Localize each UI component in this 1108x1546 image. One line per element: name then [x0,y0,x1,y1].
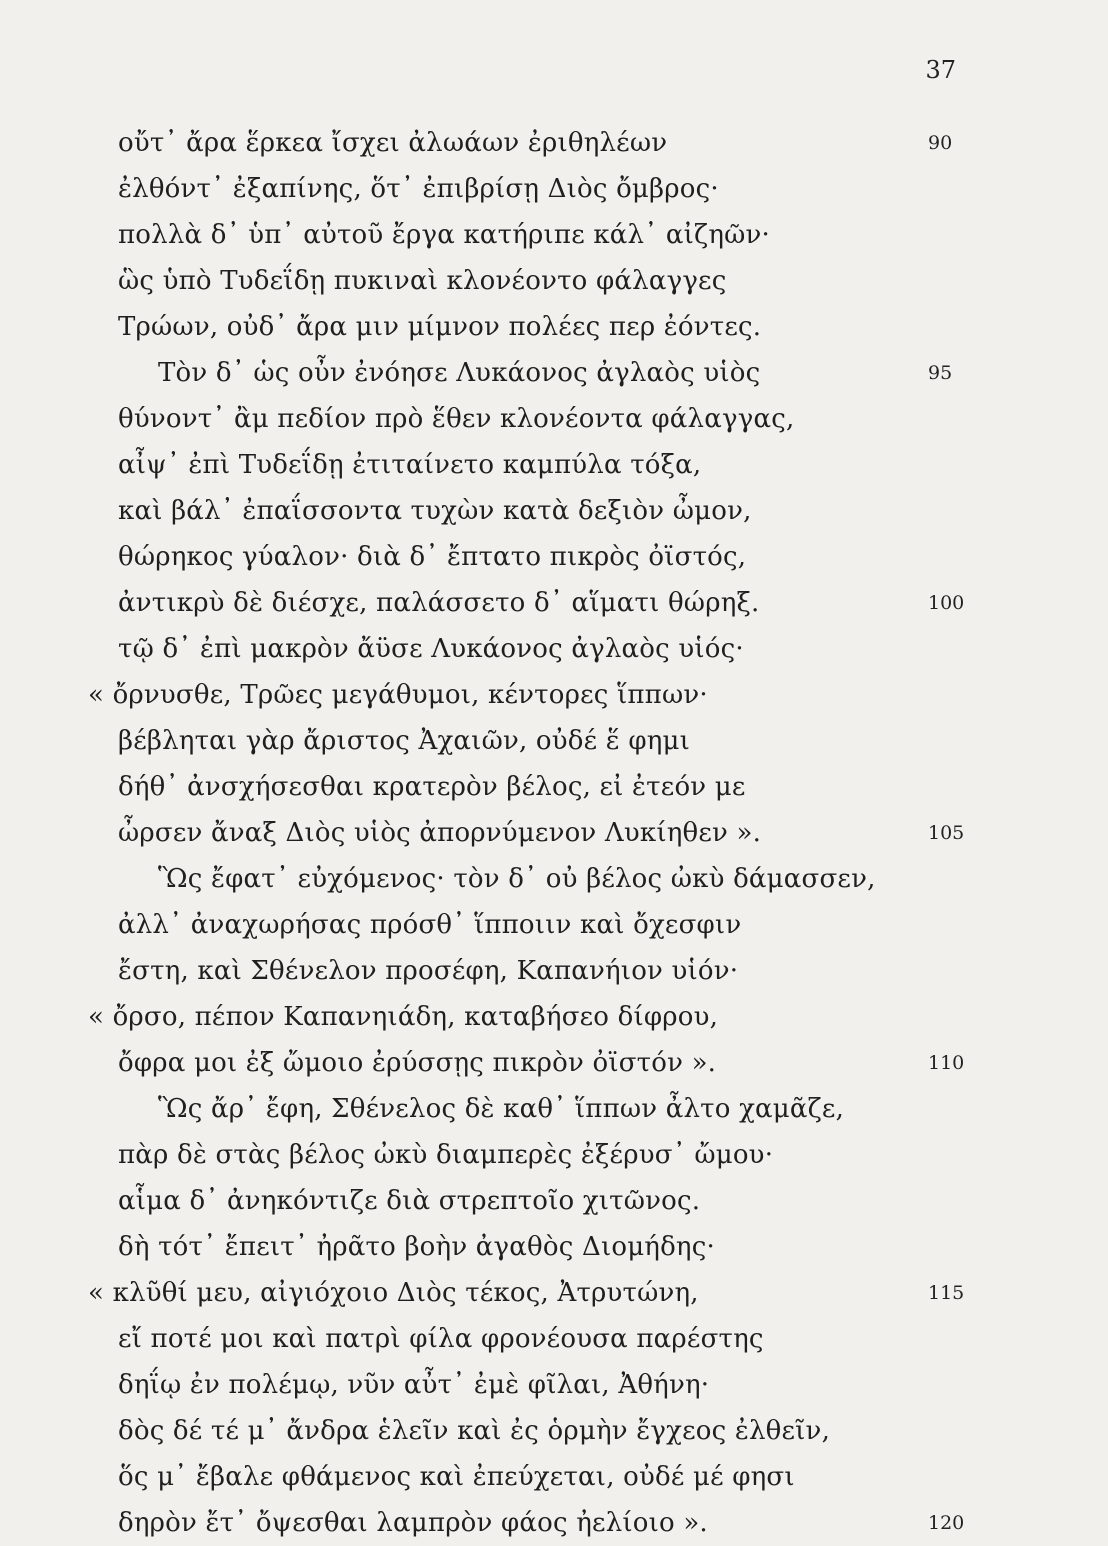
line-number: 115 [928,1282,965,1304]
verse-list [0,120,1108,1546]
verse-text: καὶ βάλ᾽ ἐπαΐσσοντα τυχὼν κατὰ δεξιὸν ὦμον, [118,496,752,526]
verse-line [0,534,1108,580]
line-number: 95 [928,362,953,384]
verse-line [0,212,1108,258]
verse-text: ἀντικρὺ δὲ διέσχε, παλάσσετο δ᾽ αἵματι θώρηξ. [118,588,760,618]
verse-text: αἷμα δ᾽ ἀνηκόντιζε διὰ στρεπτοῖο χιτῶνος. [118,1186,701,1216]
verse-text: ὦρσεν ἄναξ Διὸς υἱὸς ἀπορνύμενον Λυκίηθεν ». [118,818,762,848]
verse-text: βέβληται γὰρ ἄριστος Ἀχαιῶν, οὐδέ ἕ φημι [118,726,691,756]
verse-line [0,1224,1108,1270]
verse-text: δήθ᾽ ἀνσχήσεσθαι κρατερὸν βέλος, εἰ ἐτεόν με [118,772,746,802]
verse-text: αἶψ᾽ ἐπὶ Τυδεΐδῃ ἐτιταίνετο καμπύλα τόξα, [118,450,702,480]
verse-line [0,626,1108,672]
verse-text: Τὸν δ᾽ ὡς οὖν ἐνόησε Λυκάονος ἀγλαὸς υἱὸς [158,358,761,388]
verse-line [0,258,1108,304]
verse-line [0,856,1108,902]
verse-text: « ὄρνυσθε, Τρῶες μεγάθυμοι, κέντορες ἵππων· [88,680,708,710]
verse-line [0,396,1108,442]
line-number: 105 [928,822,965,844]
verse-line [0,1362,1108,1408]
verse-text: δηρὸν ἔτ᾽ ὄψεσθαι λαμπρὸν φάος ἠελίοιο ». [118,1508,708,1538]
verse-line [0,1132,1108,1178]
verse-line [0,120,1108,166]
line-number: 100 [928,592,965,614]
verse-line [0,166,1108,212]
verse-text: ἔστη, καὶ Σθένελον προσέφη, Καπανήιον υἱόν· [118,956,739,986]
verse-line [0,1408,1108,1454]
verse-text: Ὣς ἄρ᾽ ἔφη, Σθένελος δὲ καθ᾽ ἵππων ἆλτο χαμᾶζε, [158,1094,845,1124]
verse-text: πὰρ δὲ στὰς βέλος ὠκὺ διαμπερὲς ἐξέρυσ᾽ ὤμου· [118,1140,774,1170]
verse-text: Ὣς ἔφατ᾽ εὐχόμενος· τὸν δ᾽ οὐ βέλος ὠκὺ δάμασσεν, [158,864,876,894]
verse-line [0,902,1108,948]
verse-line [0,304,1108,350]
verse-line [0,994,1108,1040]
verse-text: δηΐῳ ἐν πολέμῳ, νῦν αὖτ᾽ ἐμὲ φῖλαι, Ἀθήνη· [118,1370,710,1400]
verse-line [0,810,1108,856]
verse-line [0,350,1108,396]
verse-text: θύνοντ᾽ ἂμ πεδίον πρὸ ἕθεν κλονέοντα φάλαγγας, [118,404,795,434]
verse-line [0,1316,1108,1362]
line-number: 120 [928,1512,965,1534]
verse-text: πολλὰ δ᾽ ὑπ᾽ αὐτοῦ ἔργα κατήριπε κάλ᾽ αἰζηῶν· [118,220,770,250]
verse-line [0,718,1108,764]
verse-line [0,1086,1108,1132]
verse-text: ὄφρα μοι ἐξ ὤμοιο ἐρύσσῃς πικρὸν ὀϊστόν ». [118,1048,717,1078]
verse-line [0,948,1108,994]
line-number: 110 [928,1052,965,1074]
verse-line [0,442,1108,488]
verse-line [0,1040,1108,1086]
verse-text: « ὄρσο, πέπον Καπανηιάδη, καταβήσεο δίφρου, [88,1002,719,1032]
verse-text: Τρώων, οὐδ᾽ ἄρα μιν μίμνον πολέες περ ἐόντες. [118,312,762,342]
verse-line [0,488,1108,534]
verse-text: ἀλλ᾽ ἀναχωρήσας πρόσθ᾽ ἵπποιιν καὶ ὄχεσφιν [118,910,742,940]
verse-text: ὅς μ᾽ ἔβαλε φθάμενος καὶ ἐπεύχεται, οὐδέ μέ φησι [118,1462,795,1492]
line-number: 90 [928,132,953,154]
verse-line [0,672,1108,718]
verse-text: οὔτ᾽ ἄρα ἕρκεα ἴσχει ἀλωάων ἐριθηλέων [118,128,668,158]
verse-line [0,1454,1108,1500]
verse-text: δὴ τότ᾽ ἔπειτ᾽ ἠρᾶτο βοὴν ἀγαθὸς Διομήδης· [118,1232,715,1262]
verse-text: « κλῦθί μευ, αἰγιόχοιο Διὸς τέκος, Ἀτρυτώνη, [88,1278,699,1308]
verse-line [0,580,1108,626]
verse-text: ἐλθόντ᾽ ἐξαπίνης, ὅτ᾽ ἐπιβρίσῃ Διὸς ὄμβρος· [118,174,719,204]
verse-text: ὣς ὑπὸ Τυδεΐδῃ πυκιναὶ κλονέοντο φάλαγγες [118,266,727,296]
verse-text: θώρηκος γύαλον· διὰ δ᾽ ἔπτατο πικρὸς ὀϊστός, [118,542,747,572]
page-number: 37 [925,56,956,84]
verse-text: δὸς δέ τέ μ᾽ ἄνδρα ἑλεῖν καὶ ἐς ὁρμὴν ἔγχεος ἐλθεῖν, [118,1416,831,1446]
verse-line [0,764,1108,810]
verse-text: εἴ ποτέ μοι καὶ πατρὶ φίλα φρονέουσα παρέστης [118,1324,764,1354]
verse-line [0,1270,1108,1316]
verse-line [0,1500,1108,1546]
verse-line [0,1178,1108,1224]
verse-text: τῷ δ᾽ ἐπὶ μακρὸν ἄϋσε Λυκάονος ἀγλαὸς υἱός· [118,634,744,664]
